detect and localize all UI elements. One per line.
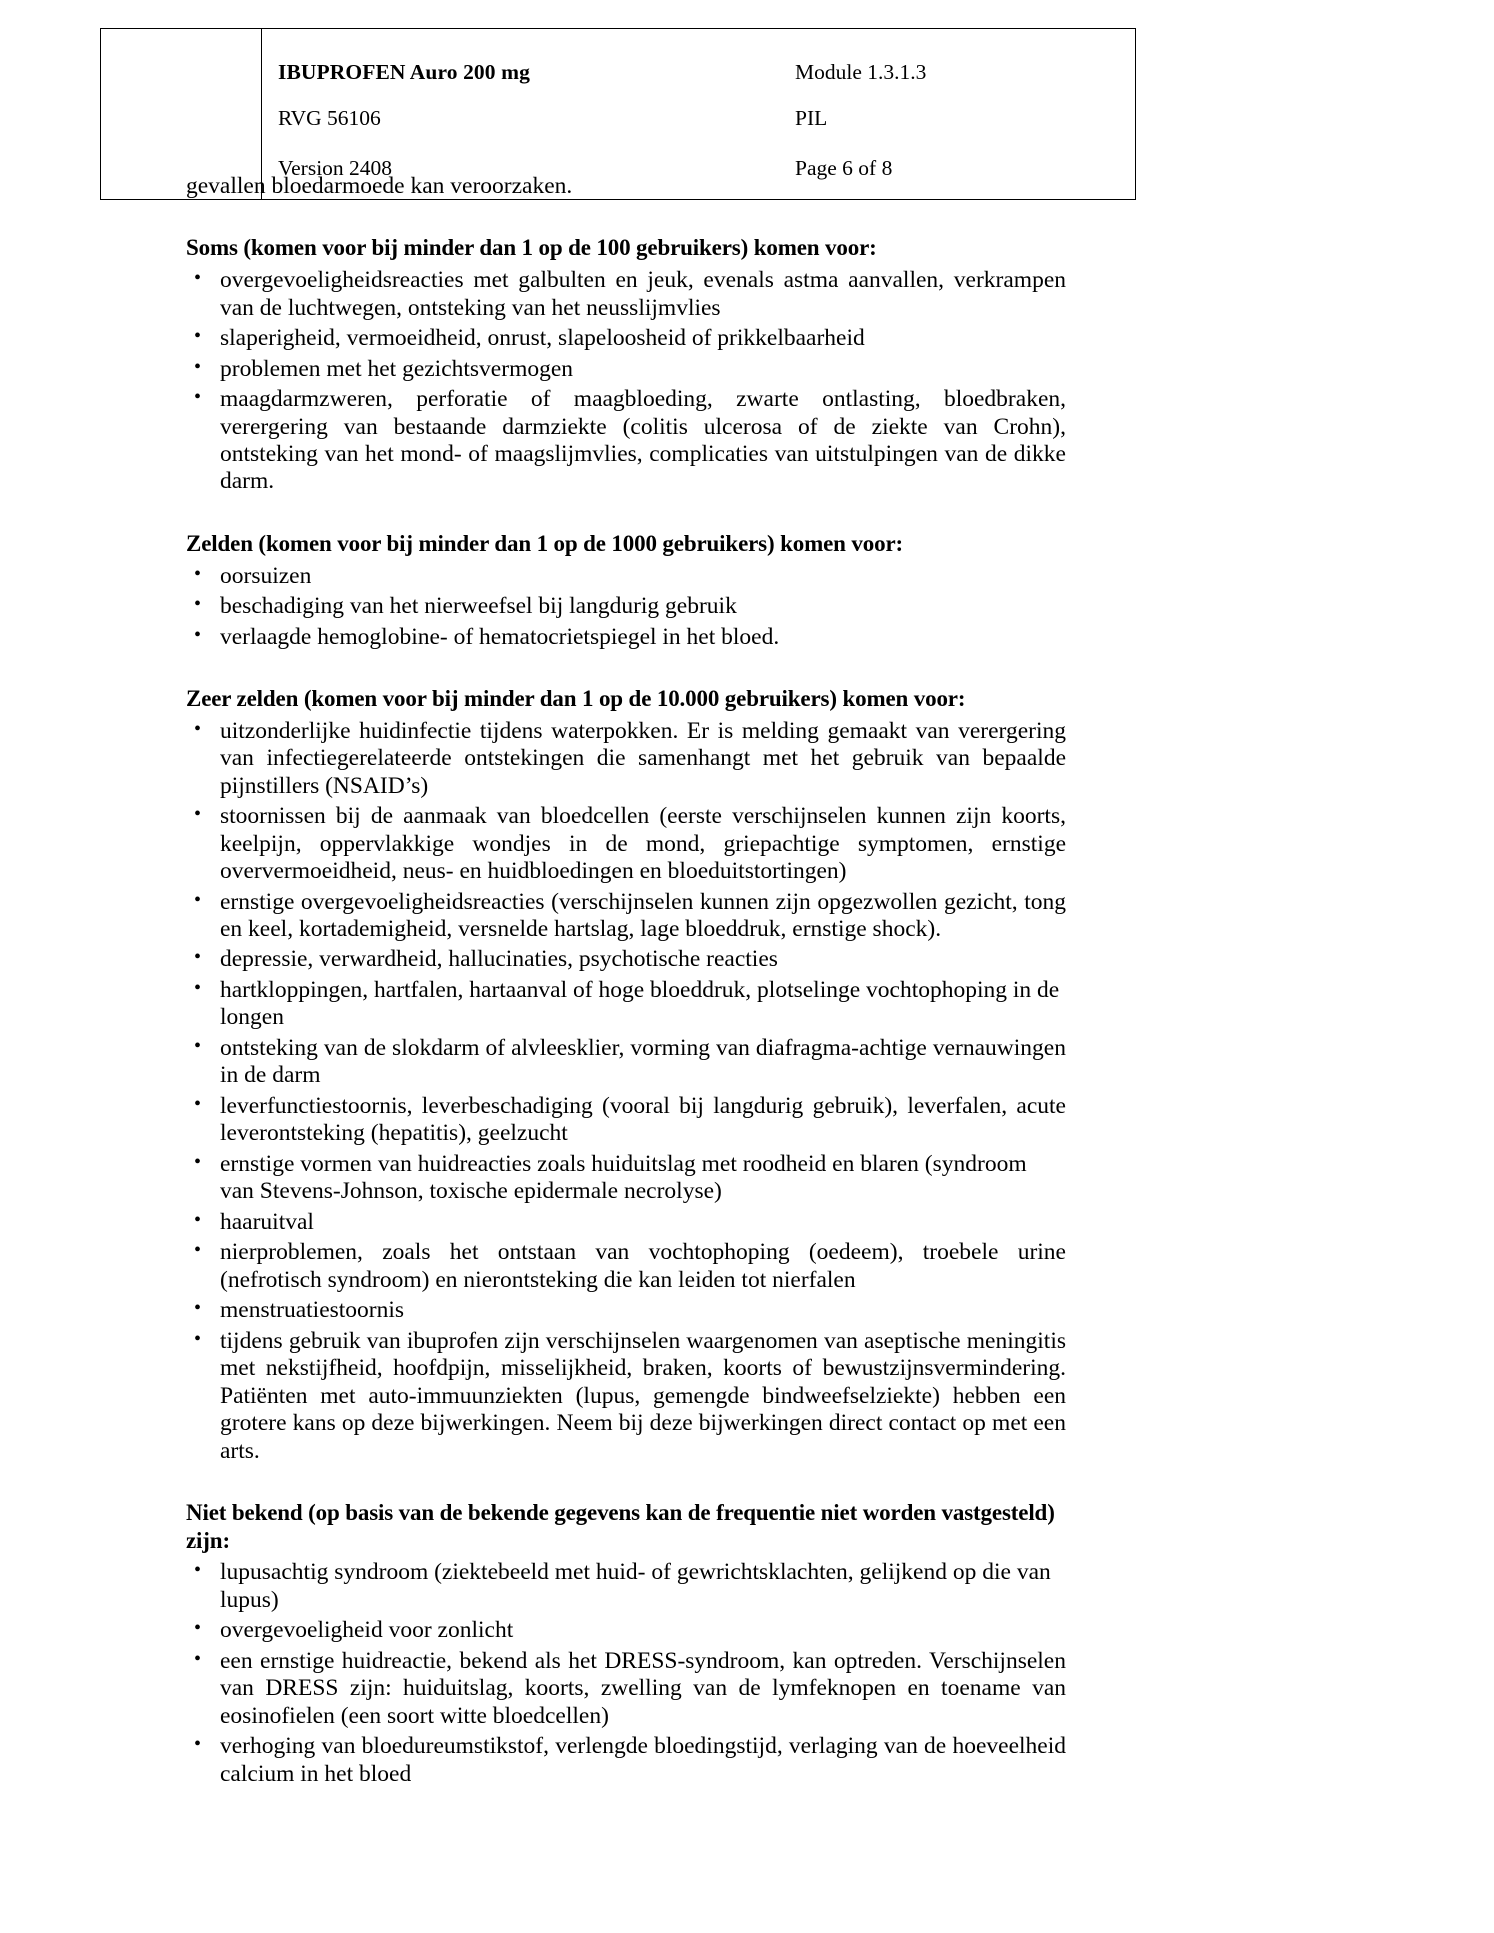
list-item: • maagdarmzweren, perforatie of maagbloeding, zwarte ontlasting, bloedbraken, verergering van bestaande darmziekte (colitis ulcerosa of de ziekte van Crohn), ontsteking van het mond- of maagslijmvlies, complicaties van uitstulpingen van de dikke darm. xyxy=(186,386,1066,496)
header-row-product xyxy=(262,29,1135,93)
list-item: • overgevoeligheidsreacties met galbulten en jeuk, evenals astma aanvallen, verkrampen van de luchtwegen, ontsteking van het neusslijmvlies xyxy=(186,267,1066,322)
bullet-list-niet-bekend xyxy=(186,1559,1066,1788)
list-item: • ernstige vormen van huidreacties zoals huiduitslag met roodheid en blaren (syndroom van Stevens-Johnson, toxische epidermale necrolyse) xyxy=(186,1151,1066,1206)
section-zeer-zelden xyxy=(186,685,1066,1465)
header-doc-type: PIL xyxy=(795,105,828,130)
section-heading-soms: Soms (komen voor bij minder dan 1 op de 100 gebruikers) komen voor: xyxy=(186,235,877,261)
list-item: • leverfunctiestoornis, leverbeschadiging (vooral bij langdurig gebruik), leverfalen, acute leverontsteking (hepatitis), geelzucht xyxy=(186,1093,1066,1148)
list-item: • verhoging van bloedureumstikstof, verlengde bloedingstijd, verlaging van de hoeveelheid calcium in het bloed xyxy=(186,1733,1066,1788)
list-item: • haaruitval xyxy=(186,1209,1066,1236)
bullet-list-soms xyxy=(186,267,1066,496)
section-heading-zelden: Zelden (komen voor bij minder dan 1 op de 1000 gebruikers) komen voor: xyxy=(186,530,904,556)
list-item: • problemen met het gezichtsvermogen xyxy=(186,356,1066,383)
section-soms xyxy=(186,234,1066,495)
list-item: • lupusachtig syndroom (ziektebeeld met huid- of gewrichtsklachten, gelijkend op die van lupus) xyxy=(186,1559,1066,1614)
list-item: • oorsuizen xyxy=(186,563,1066,590)
lead-paragraph: gevallen bloedarmoede kan veroorzaken. xyxy=(186,173,573,199)
bullet-list-zelden xyxy=(186,563,1066,651)
list-item: • stoornissen bij de aanmaak van bloedcellen (eerste verschijnselen kunnen zijn koorts, keelpijn, oppervlakkige wondjes in de mond, griepachtige symptomen, ernstige oververmoeidheid, neus- en huidbloedingen en bloeduitstortingen) xyxy=(186,803,1066,885)
list-item: • overgevoeligheid voor zonlicht xyxy=(186,1617,1066,1644)
header-module-label: Module 1.3.1.3 xyxy=(795,59,927,84)
section-heading-zeer-zelden: Zeer zelden (komen voor bij minder dan 1 op de 10.000 gebruikers) komen voor: xyxy=(186,686,966,711)
list-item: • uitzonderlijke huidinfectie tijdens waterpokken. Er is melding gemaakt van verergering van infectiegerelateerde ontstekingen die samenhangt met het gebruik van bepaalde pijnstillers (NSAID’s) xyxy=(186,718,1066,800)
section-heading-niet-bekend: Niet bekend (op basis van de bekende gegevens kan de frequentie niet worden vastgesteld) zijn: xyxy=(186,1500,1055,1553)
list-item: • hartkloppingen, hartfalen, hartaanval of hoge bloeddruk, plotselinge vochtophoping in de longen xyxy=(186,977,1066,1032)
list-item: • menstruatiestoornis xyxy=(186,1297,1066,1324)
list-item: • ernstige overgevoeligheidsreacties (verschijnselen kunnen zijn opgezwollen gezicht, tong en keel, kortademigheid, versnelde hartslag, lage bloeddruk, ernstige shock). xyxy=(186,889,1066,944)
list-item: • beschadiging van het nierweefsel bij langdurig gebruik xyxy=(186,593,1066,620)
list-item: • een ernstige huidreactie, bekend als het DRESS-syndroom, kan optreden. Verschijnselen van DRESS zijn: huiduitslag, koorts, zwelling van de lymfeknopen en toename van eosinofielen (een soort witte bloedcellen) xyxy=(186,1648,1066,1730)
section-zelden xyxy=(186,530,1066,651)
list-item: • nierproblemen, zoals het ontstaan van vochtophoping (oedeem), troebele urine (nefrotisch syndroom) en nierontsteking die kan leiden tot nierfalen xyxy=(186,1239,1066,1294)
list-item: • slaperigheid, vermoeidheid, onrust, slapeloosheid of prikkelbaarheid xyxy=(186,325,1066,352)
header-page-number: Page 6 of 8 xyxy=(795,155,893,180)
list-item: • verlaagde hemoglobine- of hematocrietspiegel in het bloed. xyxy=(186,624,1066,651)
header-rvg-number: RVG 56106 xyxy=(278,105,381,130)
list-item: • tijdens gebruik van ibuprofen zijn verschijnselen waargenomen van aseptische meningitis met nekstijfheid, hoofdpijn, misselijkheid, braken, koorts of bewustzijnsvermindering. Patiënten met auto-immuunziekten (lupus, gemengde bindweefselziekte) hebben een grotere kans op deze bijwerkingen. Neem bij deze bijwerkingen direct contact op met een arts. xyxy=(186,1328,1066,1465)
header-product-name: IBUPROFEN Auro 200 mg xyxy=(278,59,530,84)
header-row-registration xyxy=(262,93,1135,143)
header-version: Version 2408 xyxy=(278,155,393,180)
section-niet-bekend xyxy=(186,1499,1066,1788)
list-item: • ontsteking van de slokdarm of alvleesklier, vorming van diafragma-achtige vernauwingen in de darm xyxy=(186,1035,1066,1090)
bullet-list-zeer-zelden xyxy=(186,718,1066,1466)
document-body xyxy=(186,173,1066,1788)
list-item: • depressie, verwardheid, hallucinaties, psychotische reacties xyxy=(186,946,1066,973)
